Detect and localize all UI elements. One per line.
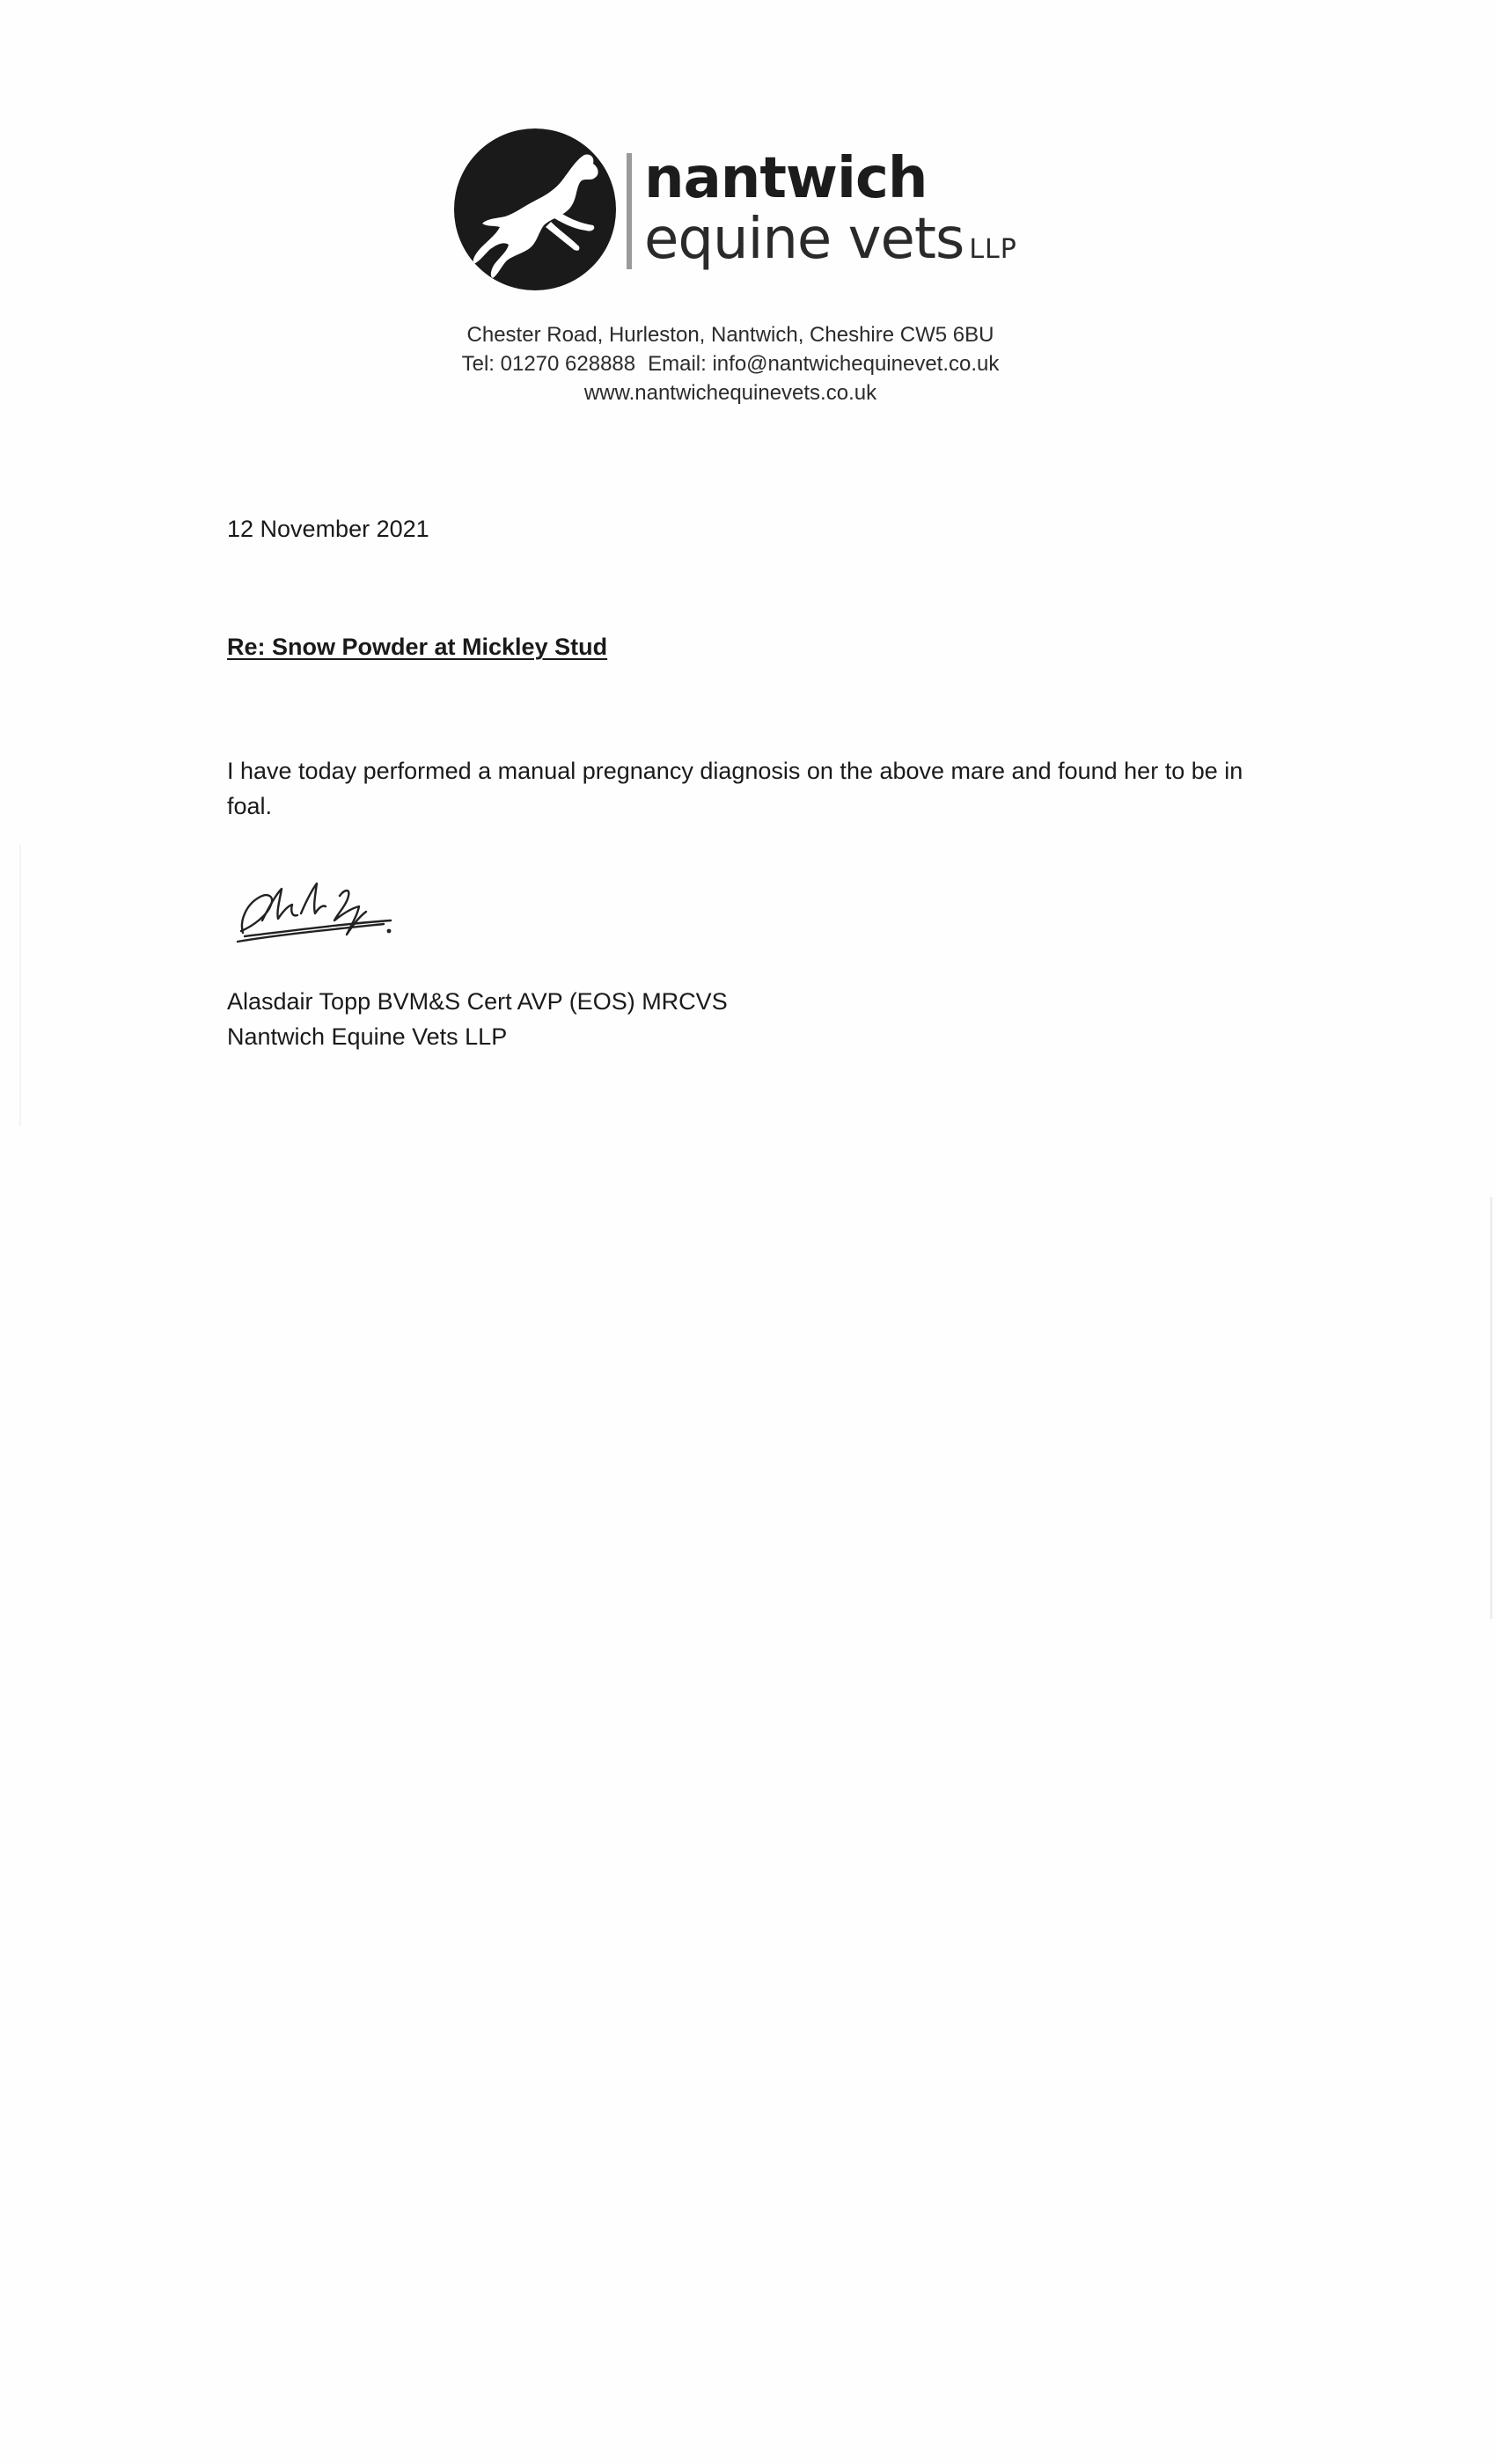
signatory-name: Alasdair Topp BVM&S Cert AVP (EOS) MRCVS [227,988,728,1015]
letterhead-logo [452,127,1024,294]
logo-divider [627,153,632,269]
handwritten-signature [227,869,403,949]
brand-name-line-1: nantwich [644,146,928,211]
letter-date: 12 November 2021 [227,516,429,542]
postal-address: Chester Road, Hurleston, Nantwich, Cheshire CW5 6BU [466,323,994,347]
brand-name-line-2 [644,208,1017,282]
contact-line [387,349,1074,378]
brand-name-text: equine vets [644,207,964,272]
signatory-block [227,984,728,1054]
email: Email: info@nantwichequinevet.co.uk [648,352,1000,376]
letter-body: I have today performed a manual pregnancy diagnosis on the above mare and found her to be in foal. [227,758,1243,819]
telephone: Tel: 01270 628888 [461,352,636,376]
jumping-horse-icon [452,127,618,292]
scan-edge-mark [19,845,21,1126]
letterhead-address [387,320,1074,407]
brand-suffix: LLP [969,234,1017,265]
signatory-practice: Nantwich Equine Vets LLP [227,1023,508,1050]
letter-subject: Re: Snow Powder at Mickley Stud [227,634,608,660]
scan-edge-mark [1490,1197,1492,1619]
website: www.nantwichequinevets.co.uk [583,381,877,405]
